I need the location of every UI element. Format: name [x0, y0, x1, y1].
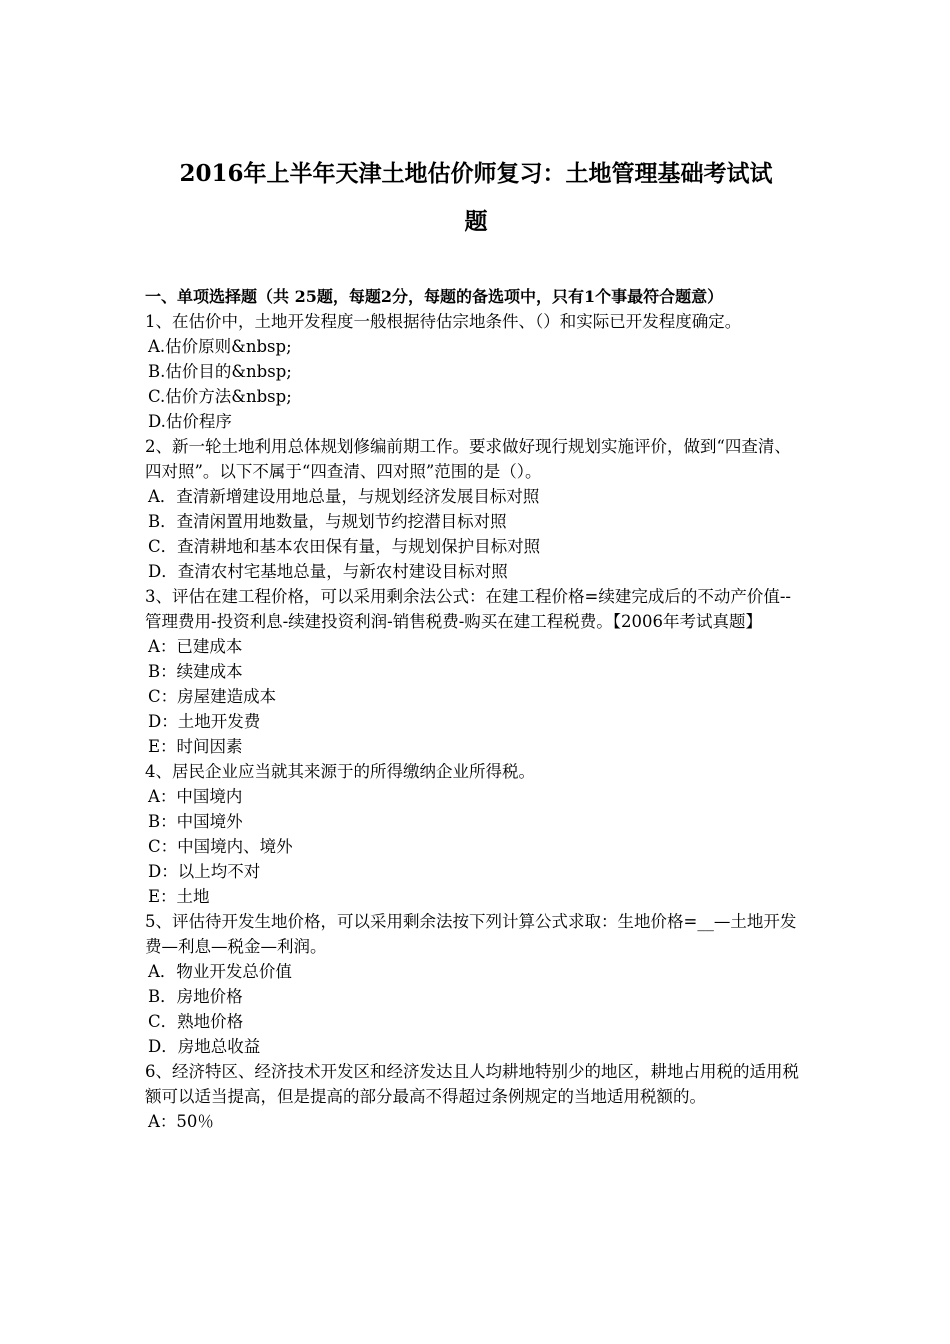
- option-a: A.估价原则&nbsp;: [148, 337, 292, 356]
- option-c: C.估价方法&nbsp;: [148, 387, 292, 406]
- option-a: A：50％: [148, 1112, 214, 1131]
- question-6: [145, 1059, 807, 1134]
- option-e: E：时间因素: [148, 737, 243, 756]
- question-text: 4、居民企业应当就其来源于的所得缴纳企业所得税。: [145, 762, 535, 781]
- option-a: A．物业开发总价值: [148, 962, 292, 981]
- section-heading: 一、单项选择题（共 25题，每题2分，每题的备选项中，只有1个事最符合题意）: [145, 287, 724, 306]
- question-1: [145, 309, 807, 434]
- option-b: B：续建成本: [148, 662, 243, 681]
- document-page: [145, 150, 807, 1134]
- question-text: 2、新一轮土地利用总体规划修编前期工作。要求做好现行规划实施评价，做到“四查清、四对照”。以下不属于“四查清、四对照”范围的是（）。: [145, 437, 791, 481]
- option-e: E：土地: [148, 887, 210, 906]
- question-2: [145, 434, 807, 584]
- title-line-1: 2016年上半年天津土地估价师复习：土地管理基础考试试: [179, 160, 773, 187]
- option-d: D：以上均不对: [148, 862, 261, 881]
- question-text: 6、经济特区、经济技术开发区和经济发达且人均耕地特别少的地区，耕地占用税的适用税额可以适当提高，但是提高的部分最高不得超过条例规定的当地适用税额的。: [145, 1062, 799, 1106]
- question-text: 1、在估价中，土地开发程度一般根据待估宗地条件、（）和实际已开发程度确定。: [145, 312, 742, 331]
- option-b: B．查清闲置用地数量，与规划节约挖潜目标对照: [148, 512, 507, 531]
- question-5: [145, 909, 807, 1059]
- question-4: [145, 759, 807, 909]
- document-title: [145, 150, 807, 246]
- title-line-2: 题: [464, 208, 488, 235]
- option-b: B．房地价格: [148, 987, 243, 1006]
- option-a: A：中国境内: [148, 787, 243, 806]
- option-d: D．房地总收益: [148, 1037, 261, 1056]
- option-b: B：中国境外: [148, 812, 243, 831]
- option-d: D.估价程序: [148, 412, 232, 431]
- option-a: A：已建成本: [148, 637, 243, 656]
- option-c: C．查清耕地和基本农田保有量，与规划保护目标对照: [148, 537, 541, 556]
- option-d: D：土地开发费: [148, 712, 261, 731]
- option-b: B.估价目的&nbsp;: [148, 362, 292, 381]
- option-d: D．查清农村宅基地总量，与新农村建设目标对照: [148, 562, 508, 581]
- question-text: 5、评估待开发生地价格，可以采用剩余法按下列计算公式求取：生地价格=__—土地开发费—利息—税金—利润。: [145, 912, 797, 956]
- option-c: C：房屋建造成本: [148, 687, 277, 706]
- option-c: C．熟地价格: [148, 1012, 244, 1031]
- question-3: [145, 584, 807, 759]
- question-text: 3、评估在建工程价格，可以采用剩余法公式：在建工程价格=续建完成后的不动产价值--管理费用-投资利息-续建投资利润-销售税费-购买在建工程税费。【2006年考试真题】: [145, 587, 791, 631]
- option-a: A．查清新增建设用地总量，与规划经济发展目标对照: [148, 487, 540, 506]
- option-c: C：中国境内、境外: [148, 837, 293, 856]
